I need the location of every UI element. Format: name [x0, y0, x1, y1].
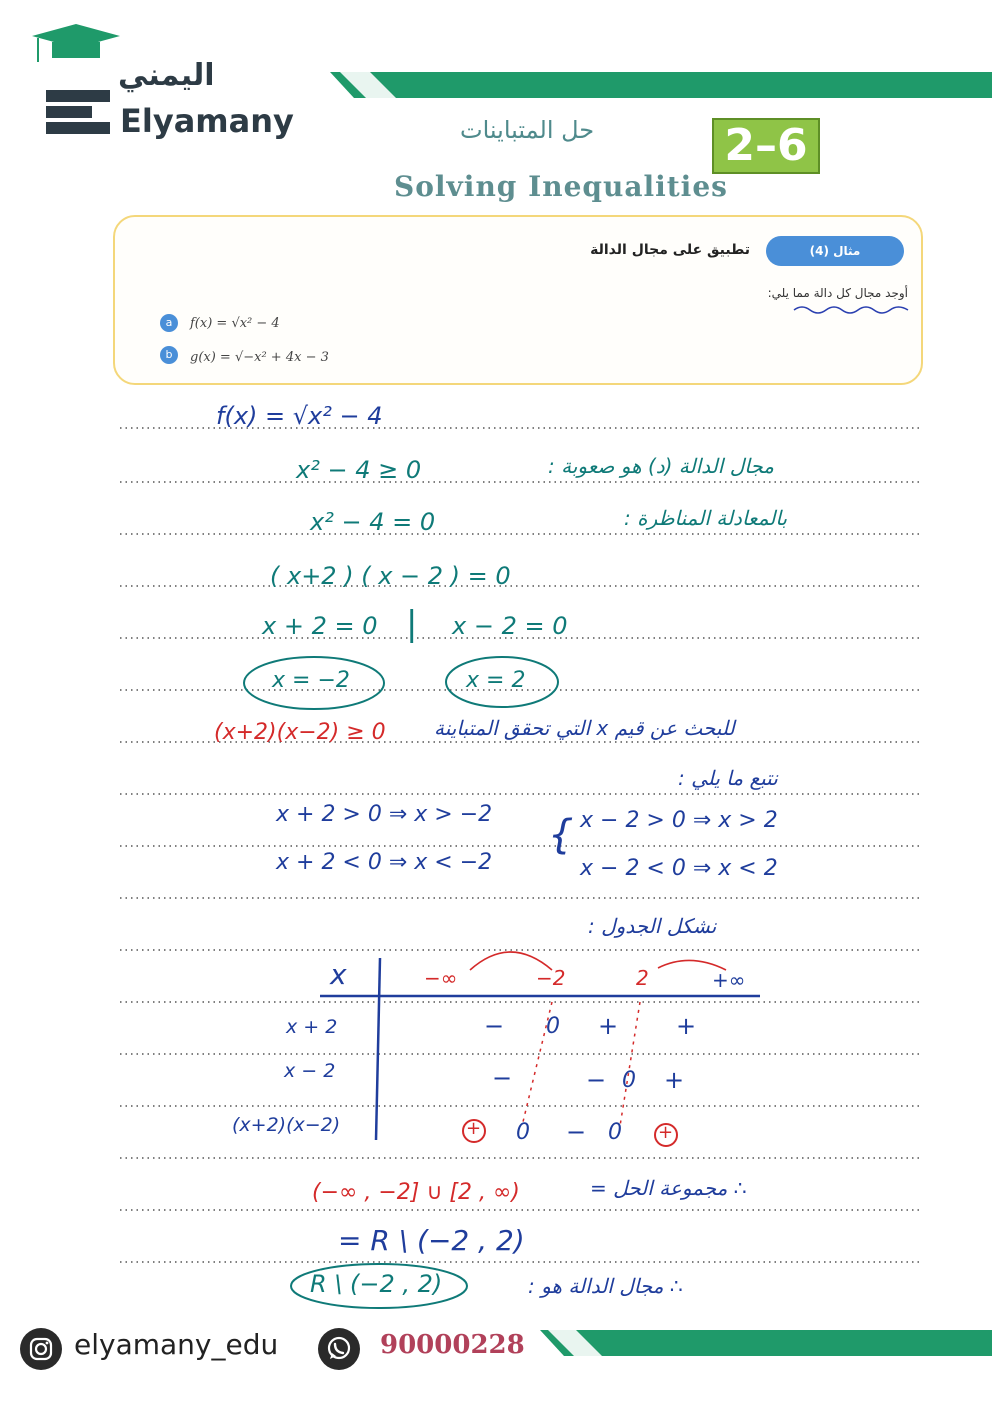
instagram-handle: elyamany_edu — [74, 1328, 279, 1361]
domain-final: R \ (−2 , 2) — [310, 1270, 443, 1298]
header-stripe — [330, 72, 992, 98]
row3-sign-5: + — [658, 1122, 674, 1143]
header-pos-infinity: +∞ — [712, 968, 746, 992]
table-header-variable: x — [330, 958, 347, 991]
solution-set-text: ∴ مجموعة الحل = — [590, 1176, 747, 1200]
factor-equation-1: x + 2 = 0 — [262, 612, 378, 640]
domain-condition: x² − 4 ≥ 0 — [296, 456, 422, 484]
search-text: للبحث عن قيم x التي تحقق المتباينة — [434, 716, 735, 740]
row1-sign-4: + — [676, 1012, 697, 1040]
table-intro: نشكل الجدول : — [588, 914, 717, 938]
item-a-badge: a — [160, 314, 178, 332]
row1-sign-3: + — [598, 1012, 619, 1040]
row3-sign-3: − — [566, 1118, 587, 1146]
item-b-expression: g(x) = √−x² + 4x − 3 — [190, 350, 329, 365]
logo-mark — [46, 90, 110, 134]
case-right-1: x − 2 > 0 ⇒ x > 2 — [580, 808, 778, 833]
solution-set: (−∞ , −2] ∪ [2 , ∞) — [312, 1180, 520, 1205]
row-label-x-plus-2: x + 2 — [286, 1016, 338, 1038]
phone-number: 90000228 — [380, 1330, 525, 1360]
header-two: 2 — [636, 966, 649, 990]
brand-arabic: اليمني — [118, 58, 215, 93]
row3-sign-4: 0 — [608, 1120, 622, 1145]
lesson-number-badge: 2–6 — [712, 118, 820, 174]
domain-final-text: ∴ مجال الدالة هو : — [528, 1274, 683, 1298]
case-right-2: x − 2 < 0 ⇒ x < 2 — [580, 856, 778, 881]
row2-sign-1: − — [492, 1064, 513, 1092]
row1-sign-2: 0 — [546, 1014, 560, 1039]
root-value-2: x = 2 — [466, 668, 526, 693]
solution-function: f(x) = √x² − 4 — [216, 402, 383, 430]
row2-sign-3: 0 — [622, 1068, 636, 1093]
complement-form: = R \ (−2 , 2) — [338, 1224, 525, 1257]
row3-sign-1: + — [466, 1118, 482, 1139]
corresponding-equation-text: بالمعادلة المناظرة : — [624, 506, 788, 530]
product-inequality: (x+2)(x−2) ≥ 0 — [214, 720, 386, 745]
lesson-title-english: Solving Inequalities — [394, 170, 728, 203]
row-label-product: (x+2)(x−2) — [232, 1114, 341, 1136]
row2-sign-2: − — [586, 1066, 607, 1094]
header-minus-two: −2 — [536, 966, 566, 990]
case-brace: { — [548, 812, 574, 858]
underline-scribble — [792, 304, 910, 316]
brace-separator: | — [406, 604, 418, 644]
search-text-continued: نتبع ما يلي : — [678, 766, 778, 790]
header-neg-infinity: −∞ — [424, 966, 458, 990]
instagram-icon — [20, 1328, 62, 1370]
row2-sign-4: + — [664, 1066, 685, 1094]
factored-equation: ( x+2 ) ( x − 2 ) = 0 — [270, 562, 511, 590]
footer-stripe — [540, 1330, 992, 1356]
example-instruction: أوجد مجال كل دالة مما يلي: — [767, 286, 908, 300]
lesson-title-arabic: حل المتباينات — [460, 116, 595, 144]
item-b-badge: b — [160, 346, 178, 364]
row3-sign-2: 0 — [516, 1120, 530, 1145]
root-value-1: x = −2 — [272, 668, 350, 693]
domain-condition-text: مجال الدالة (د) هو صعوبة : — [548, 454, 774, 478]
case-left-2: x + 2 < 0 ⇒ x < −2 — [276, 850, 493, 875]
case-left-1: x + 2 > 0 ⇒ x > −2 — [276, 802, 493, 827]
factor-equation-2: x − 2 = 0 — [452, 612, 568, 640]
item-a-expression: f(x) = √x² − 4 — [190, 316, 280, 331]
example-heading: تطبيق على مجال الدالة — [590, 242, 750, 258]
example-label: مثال (4) — [766, 236, 904, 266]
whatsapp-icon — [318, 1328, 360, 1370]
graduation-cap-icon — [30, 22, 122, 66]
row1-sign-1: − — [484, 1012, 505, 1040]
corresponding-equation: x² − 4 = 0 — [310, 508, 436, 536]
brand-english: Elyamany — [120, 102, 294, 140]
row-label-x-minus-2: x − 2 — [284, 1060, 336, 1082]
